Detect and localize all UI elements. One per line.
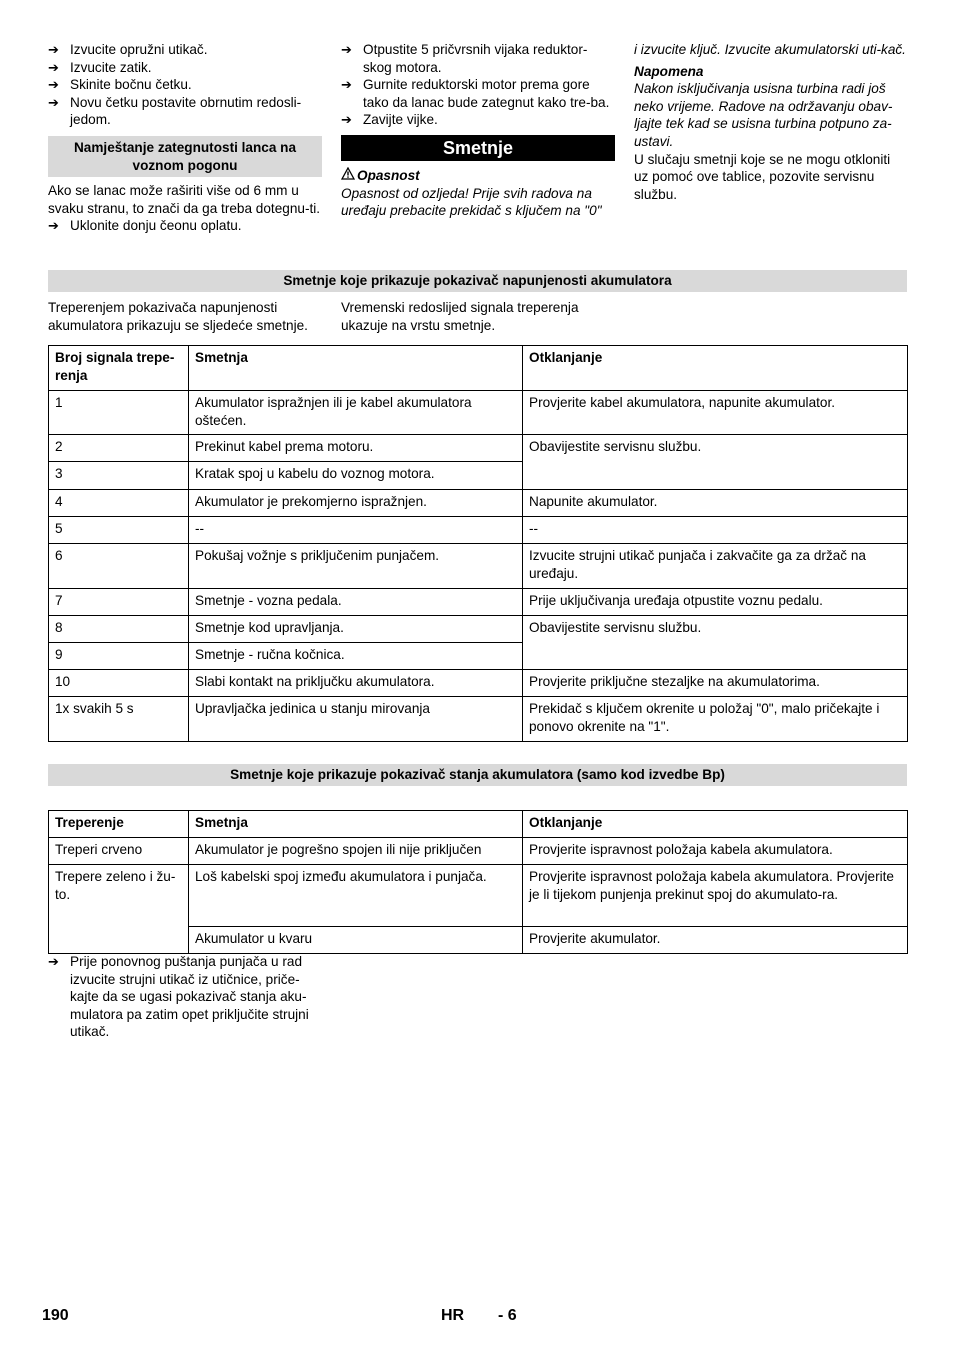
table-row: [49, 435, 908, 462]
step-item: ➔ Gurnite reduktorski motor prema gore tako da lanac bude zategnut kako tre-ba.: [341, 77, 610, 110]
arrow-icon: ➔: [48, 94, 59, 110]
table-cell: 6: [49, 544, 189, 589]
table-cell: Prekinut kabel prema motoru.: [189, 435, 523, 462]
table-cell: 5: [49, 517, 189, 544]
table-cell: Smetnje kod upravljanja.: [189, 616, 523, 643]
table-cell: 1x svakih 5 s: [49, 697, 189, 742]
table-header-row: [49, 346, 908, 391]
arrow-icon: ➔: [48, 59, 59, 75]
table-cell: Kratak spoj u kabelu do voznog motora.: [189, 462, 523, 490]
header-cell: Otklanjanje: [523, 811, 908, 838]
table-cell: Upravljačka jedinica u stanju mirovanja: [189, 697, 523, 742]
step-item: ➔ Zavijte vijke.: [341, 112, 438, 128]
arrow-icon: ➔: [341, 77, 352, 93]
table-row: [49, 544, 908, 589]
header-cell: Treperenje: [49, 811, 189, 838]
arrow-icon: ➔: [48, 218, 59, 234]
table-cell: Obavijestite servisnu službu.: [523, 616, 908, 670]
note-label: Napomena: [634, 63, 704, 79]
table-cell: Smetnje - ručna kočnica.: [189, 643, 523, 670]
chain-tension-heading: Namještanje zategnutosti lanca na voznom pogonu: [48, 136, 322, 177]
table-header-row: [49, 811, 908, 838]
step-item: ➔ Izvucite opružni utikač.: [48, 42, 208, 57]
table-cell: Prije uključivanja uređaja otpustite voznu pedalu.: [523, 589, 908, 616]
table-cell: Provjerite ispravnost položaja kabela akumulatora.: [523, 838, 908, 865]
table-cell: 9: [49, 643, 189, 670]
header-cell: Smetnja: [189, 346, 523, 391]
table-row: [49, 616, 908, 643]
arrow-icon: ➔: [341, 42, 352, 57]
note-text: Nakon isključivanja usisna turbina radi još neko vrijeme. Radove na održavanju obav-ljajte tek kad se usisna turbina potpuno za-ustavi.: [634, 81, 893, 149]
table-cell: Slabi kontakt na priključku akumulatora.: [189, 670, 523, 697]
section2-title: Smetnje koje prikazuje pokazivač stanja akumulatora (samo kod izvedbe Bp): [48, 764, 907, 786]
table-row: [49, 838, 908, 865]
step-item: ➔ Skinite bočnu četku.: [48, 77, 192, 93]
service-paragraph: U slučaju smetnji koje se ne mogu otkloniti uz pomoć ove tablice, pozovite servisnu službu.: [634, 151, 891, 202]
arrow-icon: ➔: [48, 77, 59, 93]
sub-page-number: - 6: [498, 1307, 517, 1324]
table-cell: Loš kabelski spoj između akumulatora i punjača.: [189, 865, 523, 927]
table-cell: 4: [49, 490, 189, 517]
table-cell: Akumulator je prekomjerno ispražnjen.: [189, 490, 523, 517]
arrow-icon: ➔: [341, 112, 352, 128]
table-row: [49, 589, 908, 616]
table-cell: Napunite akumulator.: [523, 490, 908, 517]
chain-paragraph: Ako se lanac može raširiti više od 6 mm u svaku stranu, to znači da ga treba dotegnu-ti.: [48, 183, 321, 216]
table-cell: Izvucite strujni utikač punjača i zakvačite ga za držač na uređaju.: [523, 544, 908, 589]
battery-status-fault-table: [48, 810, 908, 954]
step-item: ➔ Otpustite 5 pričvrsnih vijaka reduktor-skog motora.: [341, 42, 588, 75]
table-cell: Trepere zeleno i žu-to.: [49, 865, 189, 954]
table-cell: Akumulator u kvaru: [189, 927, 523, 954]
header-cell: Smetnja: [189, 811, 523, 838]
arrow-icon: ➔: [48, 42, 59, 57]
table-cell: 8: [49, 616, 189, 643]
column-1: [48, 41, 322, 235]
step-item: ➔ Novu četku postavite obrnutim redosli-jedom.: [48, 94, 302, 128]
page-number: 190: [42, 1307, 69, 1324]
table-row: [49, 517, 908, 544]
table-cell: Obavijestite servisnu službu.: [523, 435, 908, 490]
table-cell: Provjerite akumulator.: [523, 927, 908, 954]
table-cell: Provjerite ispravnost položaja kabela akumulatora. Provjerite je li tijekom punjenja prekinut spoj do akumulato-ra.: [523, 865, 908, 927]
warning-continued: i izvucite ključ. Izvucite akumulatorski uti-kač.: [634, 42, 906, 57]
step-item: ➔ Izvucite zatik.: [48, 59, 152, 75]
warning-triangle-icon: [341, 167, 357, 185]
section1-title: Smetnje koje prikazuje pokazivač napunjenosti akumulatora: [48, 270, 907, 292]
column-2: [341, 41, 615, 220]
warning-header: [341, 167, 615, 185]
table-cell: 7: [49, 589, 189, 616]
column-3: [634, 41, 908, 203]
table-cell: Provjerite kabel akumulatora, napunite akumulator.: [523, 391, 908, 435]
table-cell: 3: [49, 462, 189, 490]
section1-intro-left: Treperenjem pokazivača napunjenosti akumulatora prikazuju se sljedeće smetnje.: [48, 300, 308, 333]
table-cell: Prekidač s ključem okrenite u položaj "0", malo pričekajte i ponovo okrenite na "1".: [523, 697, 908, 742]
table-row: [49, 670, 908, 697]
warning-text: Opasnost od ozljeda! Prije svih radova na uređaju prebacite prekidač s ključem na "0": [341, 185, 602, 219]
warning-label: Opasnost: [357, 167, 420, 183]
section-title-smetnje: Smetnje: [341, 135, 615, 161]
table-cell: Provjerite priključne stezaljke na akumulatorima.: [523, 670, 908, 697]
header-cell: Broj signala trepe-renja: [49, 346, 189, 391]
section1-intro-right: Vremenski redoslijed signala treperenja ukazuje na vrstu smetnje.: [341, 300, 579, 333]
table-cell: --: [189, 517, 523, 544]
battery-charge-fault-table: [48, 345, 908, 742]
table-row: [49, 490, 908, 517]
table-cell: Smetnje - vozna pedala.: [189, 589, 523, 616]
table-cell: Pokušaj vožnje s priključenim punjačem.: [189, 544, 523, 589]
step-item: ➔ Uklonite donju čeonu oplatu.: [48, 218, 242, 234]
language-code: HR: [441, 1307, 465, 1324]
table-cell: Akumulator ispražnjen ili je kabel akumulatora oštećen.: [189, 391, 523, 435]
table-row: [49, 865, 908, 927]
header-cell: Otklanjanje: [523, 346, 908, 391]
table-cell: 1: [49, 391, 189, 435]
table-cell: --: [523, 517, 908, 544]
table-cell: 10: [49, 670, 189, 697]
table-cell: Treperi crveno: [49, 838, 189, 865]
table-cell: Akumulator je pogrešno spojen ili nije priključen: [189, 838, 523, 865]
table-row: [49, 391, 908, 435]
arrow-icon: ➔: [48, 954, 59, 969]
step-item: ➔ Prije ponovnog puštanja punjača u rad izvucite strujni utikač iz utičnice, priče-kajte da se ugasi pokazivač stanja aku-mulatora pa zatim opet priključite strujni utikač.: [48, 954, 309, 1040]
table-row: [49, 697, 908, 742]
table-cell: 2: [49, 435, 189, 462]
